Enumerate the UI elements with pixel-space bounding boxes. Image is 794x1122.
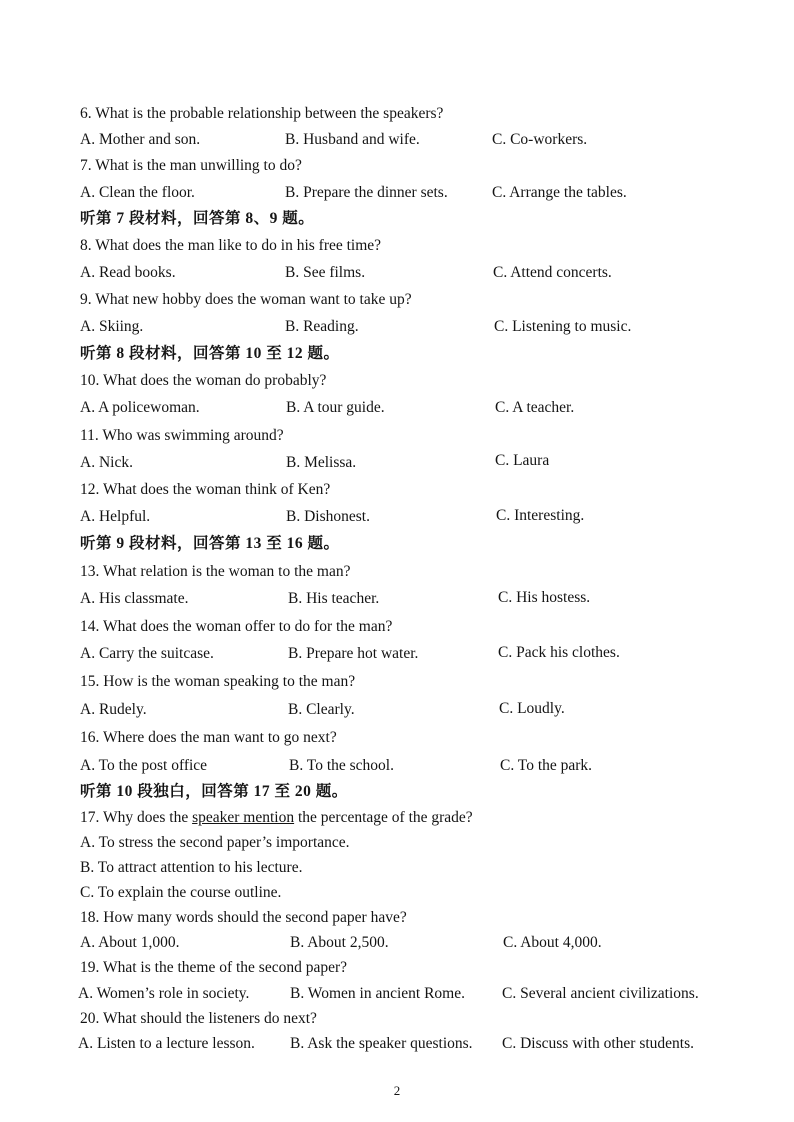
- option-b: B. Clearly.: [288, 701, 355, 718]
- option-c: C. Arrange the tables.: [492, 184, 627, 201]
- option-c: C. To explain the course outline.: [80, 884, 282, 901]
- question-6: [80, 104, 443, 124]
- question-16: [80, 728, 337, 748]
- question-7: [80, 156, 302, 176]
- question-text: What is the probable relationship between the speakers?: [95, 105, 444, 122]
- question-8: [80, 236, 381, 256]
- question-19: [80, 958, 347, 978]
- question-20: [80, 1009, 317, 1029]
- option-b: B. Dishonest.: [286, 508, 370, 525]
- option-a: A. Listen to a lecture lesson.: [78, 1035, 255, 1052]
- option-b: B. A tour guide.: [286, 399, 385, 416]
- option-a: A. Mother and son.: [80, 131, 201, 148]
- question-number: 16.: [80, 729, 100, 746]
- question-11: [80, 426, 284, 446]
- option-a: A. Carry the suitcase.: [80, 645, 214, 662]
- question-number: 6.: [80, 105, 92, 122]
- option-b: B. About 2,500.: [290, 934, 389, 951]
- option-a: A. Skiing.: [80, 318, 144, 335]
- option-b: B. See films.: [285, 264, 366, 281]
- option-b: B. Husband and wife.: [285, 131, 420, 148]
- question-14: [80, 617, 392, 637]
- question-text: Where does the man want to go next?: [102, 729, 337, 746]
- option-a: A. His classmate.: [80, 590, 189, 607]
- option-c: C. Laura: [495, 452, 550, 469]
- option-a: A. To the post office: [80, 757, 208, 774]
- question-number: 19.: [80, 959, 100, 976]
- option-b: B. Melissa.: [286, 454, 357, 471]
- question-number: 15.: [80, 673, 100, 690]
- question-number: 8.: [80, 237, 92, 254]
- option-c: C. Loudly.: [499, 700, 565, 717]
- question-number: 11.: [80, 427, 99, 444]
- option-a: A. Rudely.: [80, 701, 147, 718]
- question-number: 18.: [80, 909, 100, 926]
- question-number: 17.: [80, 809, 100, 826]
- option-c: C. Listening to music.: [494, 318, 632, 335]
- option-a: A. Women’s role in society.: [78, 985, 250, 1002]
- option-a: A. Nick.: [80, 454, 133, 471]
- page-number: 2: [393, 1083, 401, 1098]
- section-heading-10: 听第 10 段独白，回答第 17 至 20 题。: [80, 783, 348, 800]
- question-number: 14.: [80, 618, 100, 635]
- option-c: C. Several ancient civilizations.: [502, 985, 699, 1002]
- option-c: C. A teacher.: [495, 399, 575, 416]
- option-b: B. To the school.: [289, 757, 394, 774]
- option-b: B. Women in ancient Rome.: [290, 985, 465, 1002]
- option-c: C. Pack his clothes.: [498, 644, 620, 661]
- section-heading-8: 听第 8 段材料，回答第 10 至 12 题。: [80, 345, 340, 362]
- question-text: How is the woman speaking to the man?: [103, 673, 356, 690]
- section-heading-9: 听第 9 段材料，回答第 13 至 16 题。: [80, 535, 340, 552]
- question-text: Who was swimming around?: [102, 427, 284, 444]
- option-b: B. His teacher.: [288, 590, 380, 607]
- question-text: What does the woman offer to do for the man?: [102, 618, 393, 635]
- question-number: 13.: [80, 563, 100, 580]
- question-text: What does the man like to do in his free time?: [95, 237, 382, 254]
- option-b: B. To attract attention to his lecture.: [80, 859, 303, 876]
- question-15: [80, 672, 355, 692]
- option-c: C. His hostess.: [498, 589, 591, 606]
- option-b: B. Prepare hot water.: [288, 645, 419, 662]
- question-text: How many words should the second paper have?: [103, 909, 407, 926]
- section-heading-7: 听第 7 段材料，回答第 8、9 题。: [80, 210, 315, 227]
- question-10: [80, 371, 326, 391]
- question-number: 20.: [80, 1010, 100, 1027]
- option-c: C. To the park.: [500, 757, 593, 774]
- question-text: What does the woman do probably?: [102, 372, 327, 389]
- question-text: Why does the: [102, 809, 193, 826]
- question-13: [80, 562, 350, 582]
- option-c: C. Discuss with other students.: [502, 1035, 695, 1052]
- option-a: A. Clean the floor.: [80, 184, 195, 201]
- question-text: What new hobby does the woman want to take up?: [95, 291, 412, 308]
- option-b: B. Prepare the dinner sets.: [285, 184, 448, 201]
- question-text-marked: speaker mention: [192, 809, 295, 826]
- option-a: A. About 1,000.: [80, 934, 180, 951]
- question-9: [80, 290, 412, 310]
- question-number: 7.: [80, 157, 92, 174]
- option-c: C. Attend concerts.: [493, 264, 612, 281]
- question-text: What is the man unwilling to do?: [95, 157, 302, 174]
- question-18: [80, 908, 407, 928]
- question-text: What relation is the woman to the man?: [102, 563, 351, 580]
- question-text: the percentage of the grade?: [294, 809, 473, 826]
- option-c: C. About 4,000.: [503, 934, 602, 951]
- question-text: What should the listeners do next?: [102, 1010, 317, 1027]
- option-b: B. Ask the speaker questions.: [290, 1035, 473, 1052]
- option-a: A. A policewoman.: [80, 399, 200, 416]
- question-12: [80, 480, 330, 500]
- question-number: 12.: [80, 481, 100, 498]
- question-text: What does the woman think of Ken?: [102, 481, 331, 498]
- question-text: What is the theme of the second paper?: [102, 959, 348, 976]
- option-c: C. Interesting.: [496, 507, 585, 524]
- option-a: A. Helpful.: [80, 508, 151, 525]
- option-a: A. To stress the second paper’s importance.: [80, 834, 350, 851]
- option-a: A. Read books.: [80, 264, 176, 281]
- option-b: B. Reading.: [285, 318, 359, 335]
- option-c: C. Co-workers.: [492, 131, 588, 148]
- question-number: 10.: [80, 372, 100, 389]
- question-number: 9.: [80, 291, 92, 308]
- question-17: [80, 808, 473, 828]
